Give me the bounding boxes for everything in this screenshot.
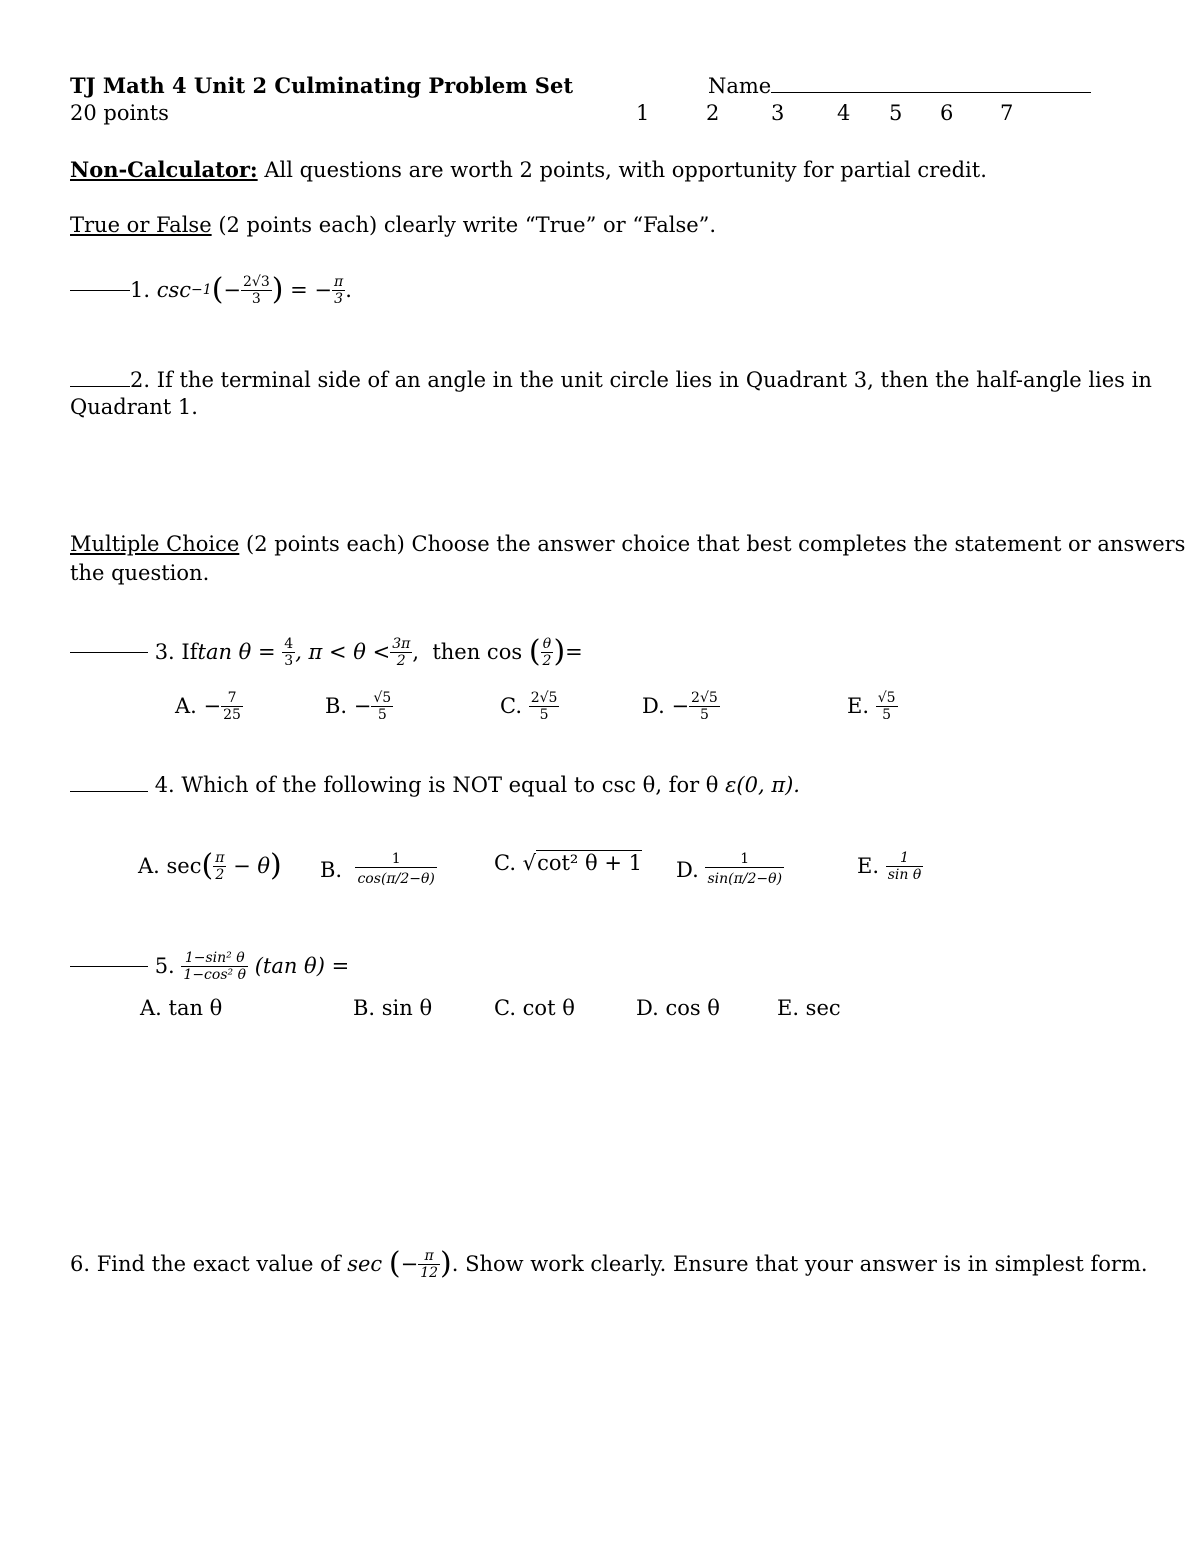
tan-fraction bbox=[282, 636, 295, 669]
if-word: If bbox=[181, 640, 198, 664]
range-denominator: 2 bbox=[396, 652, 406, 669]
one-numerator: 1 bbox=[705, 851, 784, 868]
cos-denominator: cos(π/2−θ) bbox=[357, 870, 435, 887]
q5-tail: (tan θ) = bbox=[254, 954, 350, 978]
csc-func: csc bbox=[156, 278, 192, 302]
sin-denominator: sin(π/2−θ) bbox=[707, 870, 783, 887]
name-blank[interactable] bbox=[771, 92, 1091, 93]
q1-arg-fraction bbox=[241, 274, 272, 307]
theta: θ bbox=[257, 854, 271, 878]
question-4-interval: ε(0, π). bbox=[725, 773, 800, 797]
q1-rhs-denominator: 3 bbox=[334, 290, 344, 307]
intro-line bbox=[70, 157, 987, 183]
choice-5e[interactable]: E. sec bbox=[777, 996, 841, 1020]
answer-blank-5[interactable] bbox=[70, 966, 148, 967]
choice-denominator: 5 bbox=[699, 706, 709, 723]
half-denominator: 2 bbox=[542, 652, 552, 669]
answer-blank-4[interactable] bbox=[70, 791, 148, 792]
range-fraction bbox=[390, 636, 412, 669]
question-5 bbox=[70, 944, 349, 988]
choice-letter: D. bbox=[676, 858, 699, 882]
q1-rhs-numerator: π bbox=[334, 273, 344, 290]
choice-4a[interactable]: A. sec ( $\frac{\pi}{2}$ − θ ) bbox=[138, 848, 282, 883]
question-number: 2. bbox=[130, 368, 151, 392]
choice-3a[interactable]: A. − $\frac{7}{25}$ bbox=[175, 689, 241, 723]
choice-5b[interactable]: B. sin θ bbox=[353, 996, 433, 1020]
score-number: 1 bbox=[636, 101, 650, 125]
answer-blank-2[interactable] bbox=[70, 386, 130, 387]
sqrt-expression: cot² θ + 1 bbox=[537, 851, 642, 875]
choice-3b[interactable]: B. − $\frac{√5}{5}$ bbox=[325, 689, 392, 723]
choice-denominator: 5 bbox=[882, 706, 892, 723]
answer-blank-3[interactable] bbox=[70, 652, 148, 653]
q6-fraction bbox=[418, 1248, 440, 1281]
name-field[interactable] bbox=[708, 73, 1091, 99]
two-denominator: 2 bbox=[215, 866, 225, 883]
q5-numerator: 1−sin² θ bbox=[181, 950, 248, 967]
q1-rhs-fraction bbox=[332, 274, 345, 307]
question-6: 6. Find the exact value of sec ( − $\frac{\pi}{12}$ ) . Show work clearly. Ensure that your answer is in simplest form. bbox=[70, 1246, 1148, 1281]
intro-text: All questions are worth 2 points, with opportunity for partial credit. bbox=[264, 158, 987, 182]
then-cos: then cos bbox=[432, 640, 523, 664]
multiple-choice-instructions: (2 points each) Choose the answer choice that best completes the statement or answers bbox=[246, 532, 1186, 556]
choice-numerator: √5 bbox=[373, 689, 392, 706]
choice-4b[interactable] bbox=[320, 842, 437, 898]
q6-numerator: π bbox=[418, 1248, 440, 1265]
answer-blank-1[interactable] bbox=[70, 290, 130, 291]
score-number: 5 bbox=[889, 101, 903, 125]
score-number: 4 bbox=[837, 101, 851, 125]
q5-denominator: 1−cos² θ bbox=[183, 966, 247, 983]
choice-letter: E. bbox=[847, 694, 870, 718]
q5-fraction bbox=[181, 950, 248, 983]
sec-func: sec bbox=[347, 1252, 383, 1276]
score-number: 6 bbox=[940, 101, 954, 125]
sin-theta-denominator: sin θ bbox=[887, 866, 922, 883]
tan-denominator: 3 bbox=[284, 652, 294, 669]
open-paren: ( bbox=[211, 272, 224, 307]
multiple-choice-heading: Multiple Choice bbox=[70, 532, 240, 556]
choice-numerator: √5 bbox=[877, 689, 896, 706]
worksheet-title: TJ Math 4 Unit 2 Culminating Problem Set bbox=[70, 73, 574, 98]
q1-arg-denominator: 3 bbox=[251, 290, 261, 307]
q1-arg-numerator: 2√3 bbox=[243, 273, 270, 290]
question-number: 3. bbox=[154, 640, 175, 664]
one-numerator: 1 bbox=[355, 851, 436, 868]
choice-denominator: 5 bbox=[539, 706, 549, 723]
multiple-choice-instructions-2: the question. bbox=[70, 561, 210, 585]
question-2-text-line1: If the terminal side of an angle in the unit circle lies in Quadrant 3, then the half-angle lies in bbox=[156, 368, 1152, 392]
question-number: 4. bbox=[154, 773, 175, 797]
multiple-choice-heading-line bbox=[70, 531, 1185, 557]
choice-3e[interactable] bbox=[847, 684, 898, 728]
choice-3d[interactable]: D. − $\frac{2√5}{5}$ bbox=[642, 689, 718, 723]
question-number: 5. bbox=[154, 954, 175, 978]
choice-numerator: 2√5 bbox=[530, 689, 558, 706]
choice-letter: A. bbox=[138, 854, 160, 878]
pi-numerator: π bbox=[215, 849, 225, 866]
name-label: Name bbox=[708, 74, 772, 98]
choice-numerator: 7 bbox=[221, 690, 243, 707]
choice-letter: D. bbox=[642, 694, 665, 718]
non-calculator-label: Non-Calculator: bbox=[70, 157, 258, 182]
question-2-text-line2: Quadrant 1. bbox=[70, 395, 198, 419]
score-number: 3 bbox=[771, 101, 785, 125]
choice-letter: A. bbox=[175, 694, 197, 718]
true-false-instructions: (2 points each) clearly write “True” or “False”. bbox=[218, 213, 717, 237]
true-false-heading: True or False bbox=[70, 213, 212, 237]
choice-4d[interactable] bbox=[676, 842, 784, 898]
total-points: 20 points bbox=[70, 101, 169, 125]
question-6-end: . Show work clearly. Ensure that your answer is in simplest form. bbox=[451, 1252, 1148, 1276]
choice-letter: B. bbox=[320, 858, 343, 882]
half-angle-fraction bbox=[541, 636, 554, 669]
choice-5c[interactable]: C. cot θ bbox=[494, 996, 575, 1020]
choice-letter: B. bbox=[325, 694, 348, 718]
score-number: 2 bbox=[706, 101, 720, 125]
choice-4e[interactable] bbox=[857, 842, 923, 890]
inverse-exponent: −1 bbox=[191, 282, 212, 298]
sec-func: sec bbox=[166, 854, 202, 878]
choice-numerator: 2√5 bbox=[691, 689, 718, 706]
choice-5a[interactable]: A. tan θ bbox=[140, 996, 223, 1020]
choice-denominator: 25 bbox=[223, 706, 241, 723]
range-numerator: 3π bbox=[392, 635, 411, 652]
cos-func: cos bbox=[357, 870, 381, 887]
choice-letter: C. bbox=[500, 694, 522, 718]
true-false-heading-line bbox=[70, 212, 716, 238]
choice-letter: E. bbox=[857, 854, 880, 878]
choice-4c[interactable]: C. √cot² θ + 1 bbox=[494, 851, 642, 875]
q6-denominator: 12 bbox=[420, 1264, 439, 1281]
question-4 bbox=[70, 772, 800, 798]
choice-letter: C. bbox=[494, 851, 516, 875]
question-1: 1. csc −1 ( − $\frac{2√3}{3}$ ) = − $\frac{\pi}{3}$ . bbox=[70, 270, 352, 310]
sin-func: sin bbox=[707, 870, 729, 887]
question-number: 1. bbox=[130, 278, 151, 302]
question-4-text: Which of the following is NOT equal to csc θ, for θ bbox=[181, 773, 719, 797]
tan-numerator: 4 bbox=[284, 635, 294, 652]
question-2 bbox=[70, 367, 1152, 393]
choice-denominator: 5 bbox=[377, 706, 387, 723]
score-number: 7 bbox=[1000, 101, 1014, 125]
one-numerator: 1 bbox=[886, 850, 924, 867]
close-paren: ) bbox=[271, 272, 284, 307]
question-6-start: 6. Find the exact value of bbox=[70, 1252, 341, 1276]
choice-5d[interactable]: D. cos θ bbox=[636, 996, 720, 1020]
score-grid bbox=[0, 100, 1200, 126]
choice-3c[interactable] bbox=[500, 684, 559, 728]
half-numerator: θ bbox=[541, 636, 554, 653]
question-3: 3. If tan θ = $\frac{4}{3}$ , π < θ < $\frac{3\pi}{2}$ , then cos ( $\frac{\theta}{2}$ ) = bbox=[70, 630, 583, 674]
